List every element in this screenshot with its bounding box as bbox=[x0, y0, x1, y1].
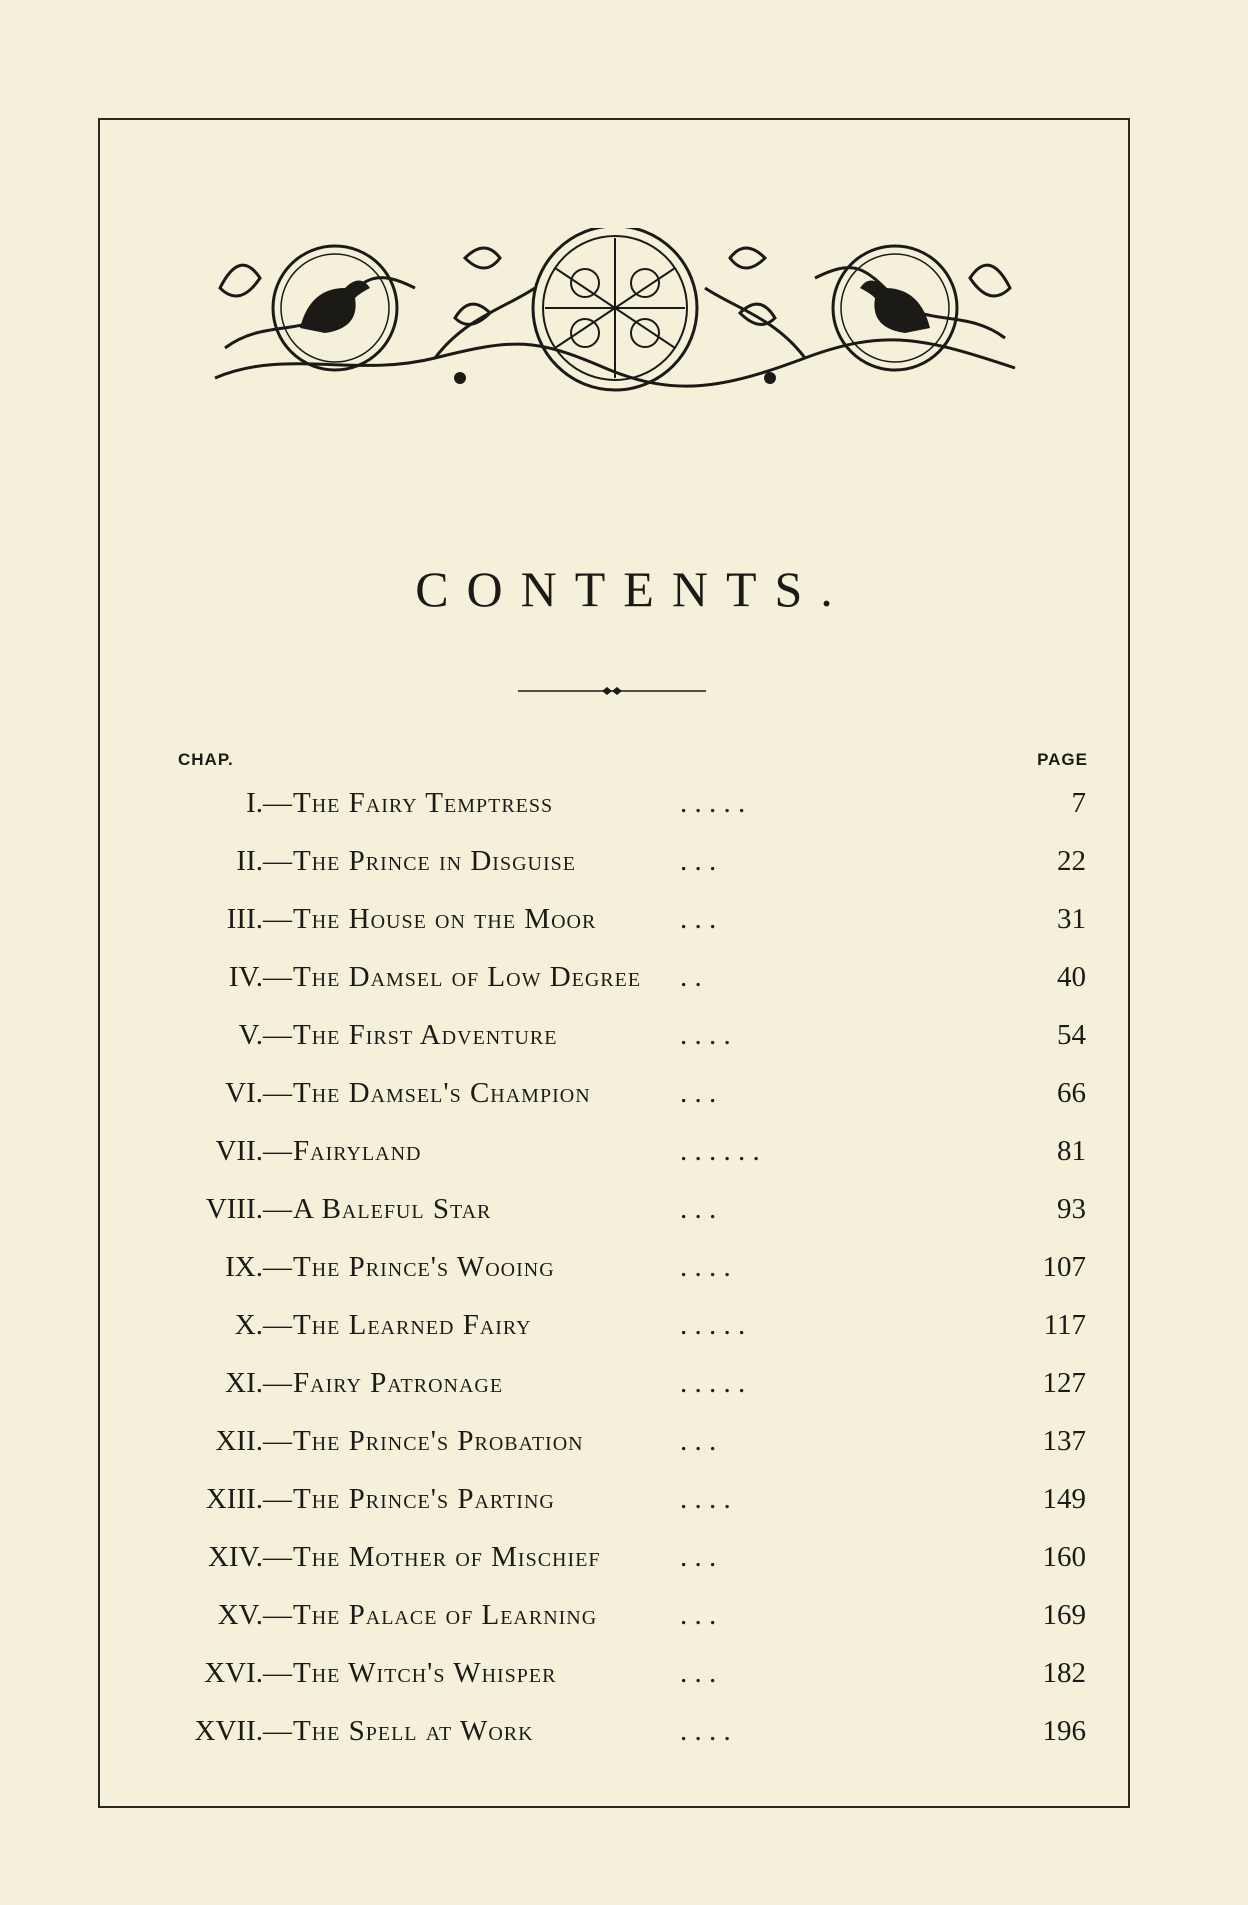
chapter-title: —The Prince's Parting bbox=[263, 1483, 555, 1515]
chapter-title: —The Prince's Probation bbox=[263, 1425, 584, 1457]
chapter-title: —Fairyland bbox=[263, 1135, 422, 1167]
chapter-numeral: XV. bbox=[217, 1599, 263, 1631]
chapter-title: —Fairy Patronage bbox=[263, 1367, 504, 1399]
page-column-label: PAGE bbox=[1037, 750, 1088, 769]
leader-dots: . . . . . bbox=[680, 1367, 746, 1399]
chapter-numeral: VII. bbox=[215, 1135, 263, 1167]
toc-entry[interactable] bbox=[0, 1122, 1248, 1180]
page-number: 81 bbox=[1057, 1135, 1086, 1167]
chapter-title: —The House on the Moor bbox=[263, 903, 597, 935]
chapter-title: —The Prince's Wooing bbox=[263, 1251, 555, 1283]
chapter-title: —The Mother of Mischief bbox=[263, 1541, 601, 1573]
chapter-title: —The Spell at Work bbox=[263, 1715, 534, 1747]
toc-entry[interactable] bbox=[0, 1644, 1248, 1702]
page-number: 22 bbox=[1057, 845, 1086, 877]
chapter-numeral: XVII. bbox=[194, 1715, 263, 1747]
page-number: 40 bbox=[1057, 961, 1086, 993]
chapter-numeral: XVI. bbox=[204, 1657, 263, 1689]
page-number: 196 bbox=[1042, 1715, 1086, 1747]
chap-column-label: CHAP. bbox=[178, 750, 234, 769]
chapter-numeral: II. bbox=[236, 845, 263, 877]
chapter-title: —The Palace of Learning bbox=[263, 1599, 598, 1631]
leader-dots: . . . . bbox=[680, 1019, 731, 1051]
chapter-numeral: XI. bbox=[225, 1367, 263, 1399]
leader-dots: . . . . bbox=[680, 1483, 731, 1515]
chapter-title: —The Witch's Whisper bbox=[263, 1657, 557, 1689]
page-number: 137 bbox=[1042, 1425, 1086, 1457]
chapter-title: —The Learned Fairy bbox=[263, 1309, 532, 1341]
chapter-title: —The Damsel of Low Degree bbox=[263, 961, 642, 993]
toc-entry[interactable] bbox=[0, 948, 1248, 1006]
page-number: 182 bbox=[1042, 1657, 1086, 1689]
chapter-title: —The Fairy Temptress bbox=[263, 787, 554, 819]
chapter-numeral: VIII. bbox=[205, 1193, 263, 1225]
leader-dots: . . . bbox=[680, 845, 717, 877]
toc-entry[interactable] bbox=[0, 1412, 1248, 1470]
page-number: 54 bbox=[1057, 1019, 1086, 1051]
chapter-numeral: IX. bbox=[225, 1251, 263, 1283]
chapter-title: —The First Adventure bbox=[263, 1019, 558, 1051]
leader-dots: . . . bbox=[680, 1657, 717, 1689]
page-number: 93 bbox=[1057, 1193, 1086, 1225]
chapter-numeral: VI. bbox=[225, 1077, 263, 1109]
page-number: 107 bbox=[1042, 1251, 1086, 1283]
leader-dots: . . . bbox=[680, 1193, 717, 1225]
leader-dots: . . . bbox=[680, 1077, 717, 1109]
chapter-title: —A Baleful Star bbox=[263, 1193, 492, 1225]
leader-dots: . . . bbox=[680, 1541, 717, 1573]
page-number: 117 bbox=[1043, 1309, 1086, 1341]
toc-entry[interactable] bbox=[0, 774, 1248, 832]
chapter-numeral: III. bbox=[226, 903, 263, 935]
leader-dots: . . . bbox=[680, 1599, 717, 1631]
toc-entry[interactable] bbox=[0, 1528, 1248, 1586]
toc-entry[interactable] bbox=[0, 1586, 1248, 1644]
leader-dots: . . . . bbox=[680, 1715, 731, 1747]
toc-entry[interactable] bbox=[0, 1354, 1248, 1412]
toc-entry[interactable] bbox=[0, 1702, 1248, 1760]
chapter-numeral: IV. bbox=[228, 961, 263, 993]
leader-dots: . . . . . bbox=[680, 787, 746, 819]
chapter-numeral: XIV. bbox=[207, 1541, 263, 1573]
leader-dots: . . . . . . bbox=[680, 1135, 760, 1167]
toc-entry[interactable] bbox=[0, 890, 1248, 948]
chapter-title: —The Prince in Disguise bbox=[263, 845, 576, 877]
chapter-numeral: V. bbox=[238, 1019, 263, 1051]
page-number: 66 bbox=[1057, 1077, 1086, 1109]
page-number: 149 bbox=[1042, 1483, 1086, 1515]
chapter-title: —The Damsel's Champion bbox=[263, 1077, 591, 1109]
toc-entry[interactable] bbox=[0, 1180, 1248, 1238]
leader-dots: . . . bbox=[680, 1425, 717, 1457]
chapter-numeral: I. bbox=[246, 787, 263, 819]
leader-dots: . . . bbox=[680, 903, 717, 935]
toc-entry[interactable] bbox=[0, 832, 1248, 890]
toc-entry[interactable] bbox=[0, 1470, 1248, 1528]
chapter-numeral: XIII. bbox=[205, 1483, 263, 1515]
leader-dots: . . bbox=[680, 961, 702, 993]
leader-dots: . . . . . bbox=[680, 1309, 746, 1341]
page-title: CONTENTS. bbox=[415, 561, 851, 617]
page-number: 169 bbox=[1042, 1599, 1086, 1631]
floral-birds-ornament bbox=[205, 228, 1025, 398]
ornamental-rule bbox=[518, 686, 706, 696]
chapter-numeral: XII. bbox=[215, 1425, 263, 1457]
page-number: 31 bbox=[1057, 903, 1086, 935]
page-number: 7 bbox=[1071, 787, 1086, 819]
toc-entry[interactable] bbox=[0, 1006, 1248, 1064]
chapter-numeral: X. bbox=[234, 1309, 263, 1341]
page-number: 127 bbox=[1042, 1367, 1086, 1399]
toc-entry[interactable] bbox=[0, 1238, 1248, 1296]
leader-dots: . . . . bbox=[680, 1251, 731, 1283]
page-number: 160 bbox=[1042, 1541, 1086, 1573]
toc-entry[interactable] bbox=[0, 1296, 1248, 1354]
toc-entry[interactable] bbox=[0, 1064, 1248, 1122]
